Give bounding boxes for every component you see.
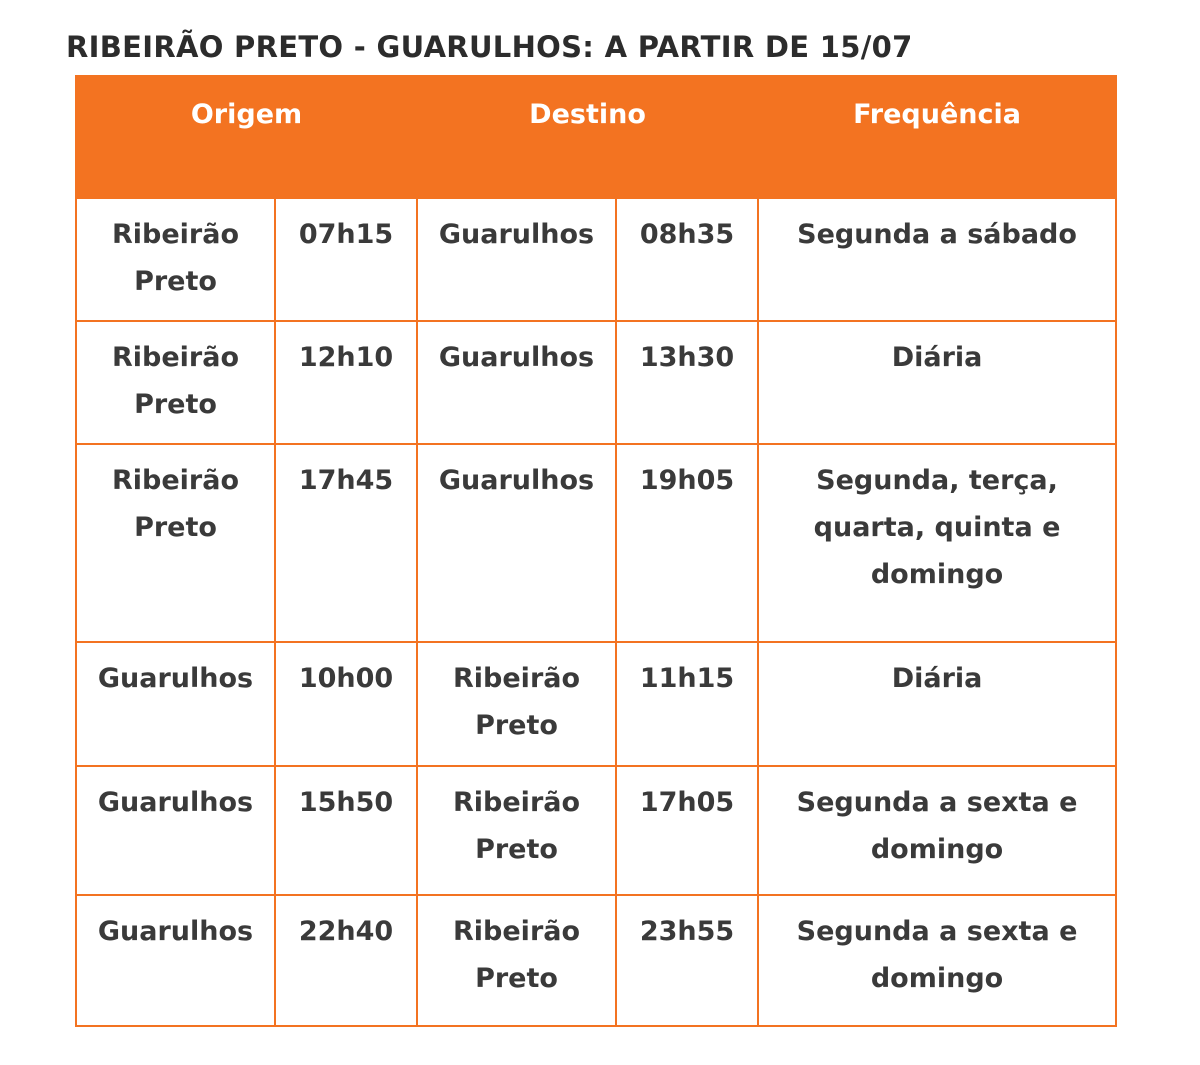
flight-schedule-table [75, 75, 1117, 1027]
destination-city-cell: Ribeirão Preto [417, 766, 616, 895]
arrival-time-cell: 17h05 [616, 766, 758, 895]
frequency-cell: Segunda a sexta e domingo [758, 895, 1116, 1026]
destination-city-cell: Ribeirão Preto [417, 642, 616, 766]
frequency-cell: Diária [758, 321, 1116, 444]
origin-city-cell: Ribeirão Preto [76, 321, 275, 444]
table-row [76, 444, 1116, 642]
frequency-cell: Segunda a sexta e domingo [758, 766, 1116, 895]
page-title: RIBEIRÃO PRETO - GUARULHOS: A PARTIR DE 15/07 [66, 30, 913, 64]
destination-city-cell: Ribeirão Preto [417, 895, 616, 1026]
header-frequencia: Frequência [758, 76, 1116, 198]
destination-city-cell: Guarulhos [417, 198, 616, 321]
table-row [76, 321, 1116, 444]
departure-time-cell: 15h50 [275, 766, 417, 895]
frequency-cell: Segunda a sábado [758, 198, 1116, 321]
table-row [76, 895, 1116, 1026]
table-row [76, 198, 1116, 321]
departure-time-cell: 12h10 [275, 321, 417, 444]
frequency-cell: Segunda, terça, quarta, quinta e domingo [758, 444, 1116, 642]
departure-time-cell: 10h00 [275, 642, 417, 766]
table-row [76, 766, 1116, 895]
departure-time-cell: 17h45 [275, 444, 417, 642]
arrival-time-cell: 19h05 [616, 444, 758, 642]
header-origem: Origem [76, 76, 417, 198]
destination-city-cell: Guarulhos [417, 444, 616, 642]
header-destino: Destino [417, 76, 758, 198]
origin-city-cell: Ribeirão Preto [76, 444, 275, 642]
origin-city-cell: Guarulhos [76, 642, 275, 766]
frequency-cell: Diária [758, 642, 1116, 766]
origin-city-cell: Guarulhos [76, 895, 275, 1026]
arrival-time-cell: 23h55 [616, 895, 758, 1026]
arrival-time-cell: 11h15 [616, 642, 758, 766]
table-header-row [76, 76, 1116, 198]
arrival-time-cell: 13h30 [616, 321, 758, 444]
table-row [76, 642, 1116, 766]
departure-time-cell: 07h15 [275, 198, 417, 321]
departure-time-cell: 22h40 [275, 895, 417, 1026]
origin-city-cell: Guarulhos [76, 766, 275, 895]
origin-city-cell: Ribeirão Preto [76, 198, 275, 321]
destination-city-cell: Guarulhos [417, 321, 616, 444]
arrival-time-cell: 08h35 [616, 198, 758, 321]
